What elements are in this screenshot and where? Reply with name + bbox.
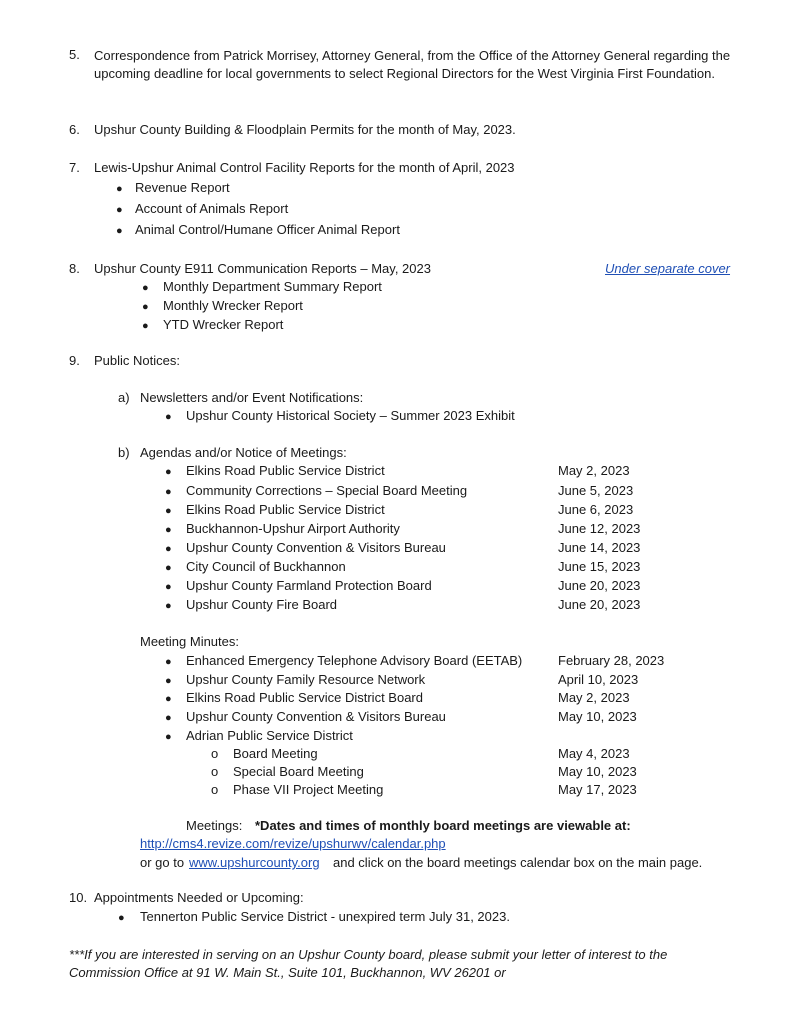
county-website-link[interactable]: www.upshurcounty.org [189, 855, 320, 870]
list-item: Monthly Department Summary Report [163, 279, 382, 294]
agenda-item-date: June 15, 2023 [558, 559, 641, 574]
subitem-name: Board Meeting [233, 746, 318, 761]
circle-bullet-icon: o [211, 764, 219, 779]
agenda-item-name: Elkins Road Public Service District [186, 463, 385, 478]
bullet-icon: ● [165, 712, 172, 724]
bullet-icon: ● [165, 731, 172, 743]
agenda-item-name: Upshur County Fire Board [186, 597, 338, 612]
list-item: YTD Wrecker Report [163, 317, 284, 332]
item-9-text: Public Notices: [94, 353, 180, 368]
item-8-number: 8. [69, 261, 80, 276]
item-7-text: Lewis-Upshur Animal Control Facility Reports for the month of April, 2023 [94, 160, 515, 175]
bullet-icon: ● [118, 912, 125, 924]
agenda-item-date: June 14, 2023 [558, 540, 641, 555]
subsection-a-title: Newsletters and/or Event Notifications: [140, 390, 364, 405]
agenda-item-date: June 5, 2023 [558, 483, 634, 498]
meetings-label: Meetings: [186, 818, 243, 833]
meeting-minutes-title: Meeting Minutes: [140, 634, 239, 649]
subitem-name: Special Board Meeting [233, 764, 364, 779]
bullet-icon: ● [165, 656, 172, 668]
list-item: Upshur County Historical Society – Summer 2023 Exhibit [186, 408, 515, 423]
minutes-item-name: Upshur County Convention & Visitors Bureau [186, 709, 446, 724]
bullet-icon: ● [116, 204, 123, 216]
agenda-item-name: City Council of Buckhannon [186, 559, 346, 574]
minutes-item-name: Enhanced Emergency Telephone Advisory Board (EETAB) [186, 653, 523, 668]
agenda-item-name: Buckhannon-Upshur Airport Authority [186, 521, 400, 536]
subitem-date: May 17, 2023 [558, 782, 637, 797]
item-8-text: Upshur County E911 Communication Reports – May, 2023 [94, 261, 431, 276]
bullet-icon: ● [142, 282, 149, 294]
item-10-text: Appointments Needed or Upcoming: [94, 890, 304, 905]
meetings-note: *Dates and times of monthly board meetings are viewable at: [255, 818, 631, 833]
subitem-date: May 4, 2023 [558, 746, 630, 761]
minutes-item-name: Elkins Road Public Service District Board [186, 690, 423, 705]
bullet-icon: ● [116, 183, 123, 195]
subitem-name: Phase VII Project Meeting [233, 782, 384, 797]
subsection-b-label: b) [118, 445, 130, 460]
agenda-item-name: Elkins Road Public Service District [186, 502, 385, 517]
list-item: Revenue Report [135, 180, 230, 195]
calendar-instructions: and click on the board meetings calendar box on the main page. [333, 855, 703, 870]
circle-bullet-icon: o [211, 746, 219, 761]
agenda-item-name: Community Corrections – Special Board Meeting [186, 483, 468, 498]
minutes-item-date: February 28, 2023 [558, 653, 665, 668]
bullet-icon: ● [165, 581, 172, 593]
list-item: Account of Animals Report [135, 201, 289, 216]
minutes-item-date: May 2, 2023 [558, 690, 630, 705]
bullet-icon: ● [165, 486, 172, 498]
list-item: Animal Control/Humane Officer Animal Report [135, 222, 400, 237]
agenda-item-date: June 6, 2023 [558, 502, 634, 517]
bullet-icon: ● [165, 466, 172, 478]
or-go-to-text: or go to [140, 855, 185, 870]
subsection-b-title: Agendas and/or Notice of Meetings: [140, 445, 347, 460]
agenda-item-name: Upshur County Convention & Visitors Bureau [186, 540, 446, 555]
bullet-icon: ● [165, 411, 172, 423]
item-5-number: 5. [69, 47, 80, 62]
bullet-icon: ● [165, 505, 172, 517]
subsection-a-label: a) [118, 390, 130, 405]
circle-bullet-icon: o [211, 782, 219, 797]
bullet-icon: ● [165, 600, 172, 612]
item-6-text: Upshur County Building & Floodplain Permits for the month of May, 2023. [94, 122, 516, 137]
calendar-link[interactable]: http://cms4.revize.com/revize/upshurwv/calendar.php [140, 836, 446, 851]
item-5-text: Correspondence from Patrick Morrisey, Attorney General, from the Office of the Attorney General regarding the upcoming deadline for local governments to select Regional Directors for the West Virginia First Foundation. [94, 48, 731, 81]
bullet-icon: ● [165, 693, 172, 705]
bullet-icon: ● [142, 320, 149, 332]
agenda-item-date: June 20, 2023 [558, 597, 641, 612]
list-item: Monthly Wrecker Report [163, 298, 303, 313]
bullet-icon: ● [165, 675, 172, 687]
item-9-number: 9. [69, 353, 80, 368]
item-7-number: 7. [69, 160, 80, 175]
bullet-icon: ● [116, 225, 123, 237]
item-10-number: 10. [69, 890, 88, 905]
bullet-icon: ● [165, 524, 172, 536]
list-item: Tennerton Public Service District - unexpired term July 31, 2023. [140, 909, 510, 924]
separate-cover-link[interactable]: Under separate cover [605, 261, 731, 276]
bullet-icon: ● [165, 562, 172, 574]
bullet-icon: ● [142, 301, 149, 313]
minutes-item-date: April 10, 2023 [558, 672, 639, 687]
agenda-item-date: June 20, 2023 [558, 578, 641, 593]
minutes-item-date: May 10, 2023 [558, 709, 637, 724]
item-6-number: 6. [69, 122, 80, 137]
agenda-item-date: May 2, 2023 [558, 463, 630, 478]
footer-note: ***If you are interested in serving on an Upshur County board, please submit your letter of interest to the Commission Office at 91 W. Main St., Suite 101, Buckhannon, WV 26201 or [69, 947, 668, 980]
bullet-icon: ● [165, 543, 172, 555]
minutes-item-name: Upshur County Family Resource Network [186, 672, 426, 687]
subitem-date: May 10, 2023 [558, 764, 637, 779]
minutes-item-name: Adrian Public Service District [186, 728, 353, 743]
agenda-item-name: Upshur County Farmland Protection Board [186, 578, 432, 593]
agenda-item-date: June 12, 2023 [558, 521, 641, 536]
